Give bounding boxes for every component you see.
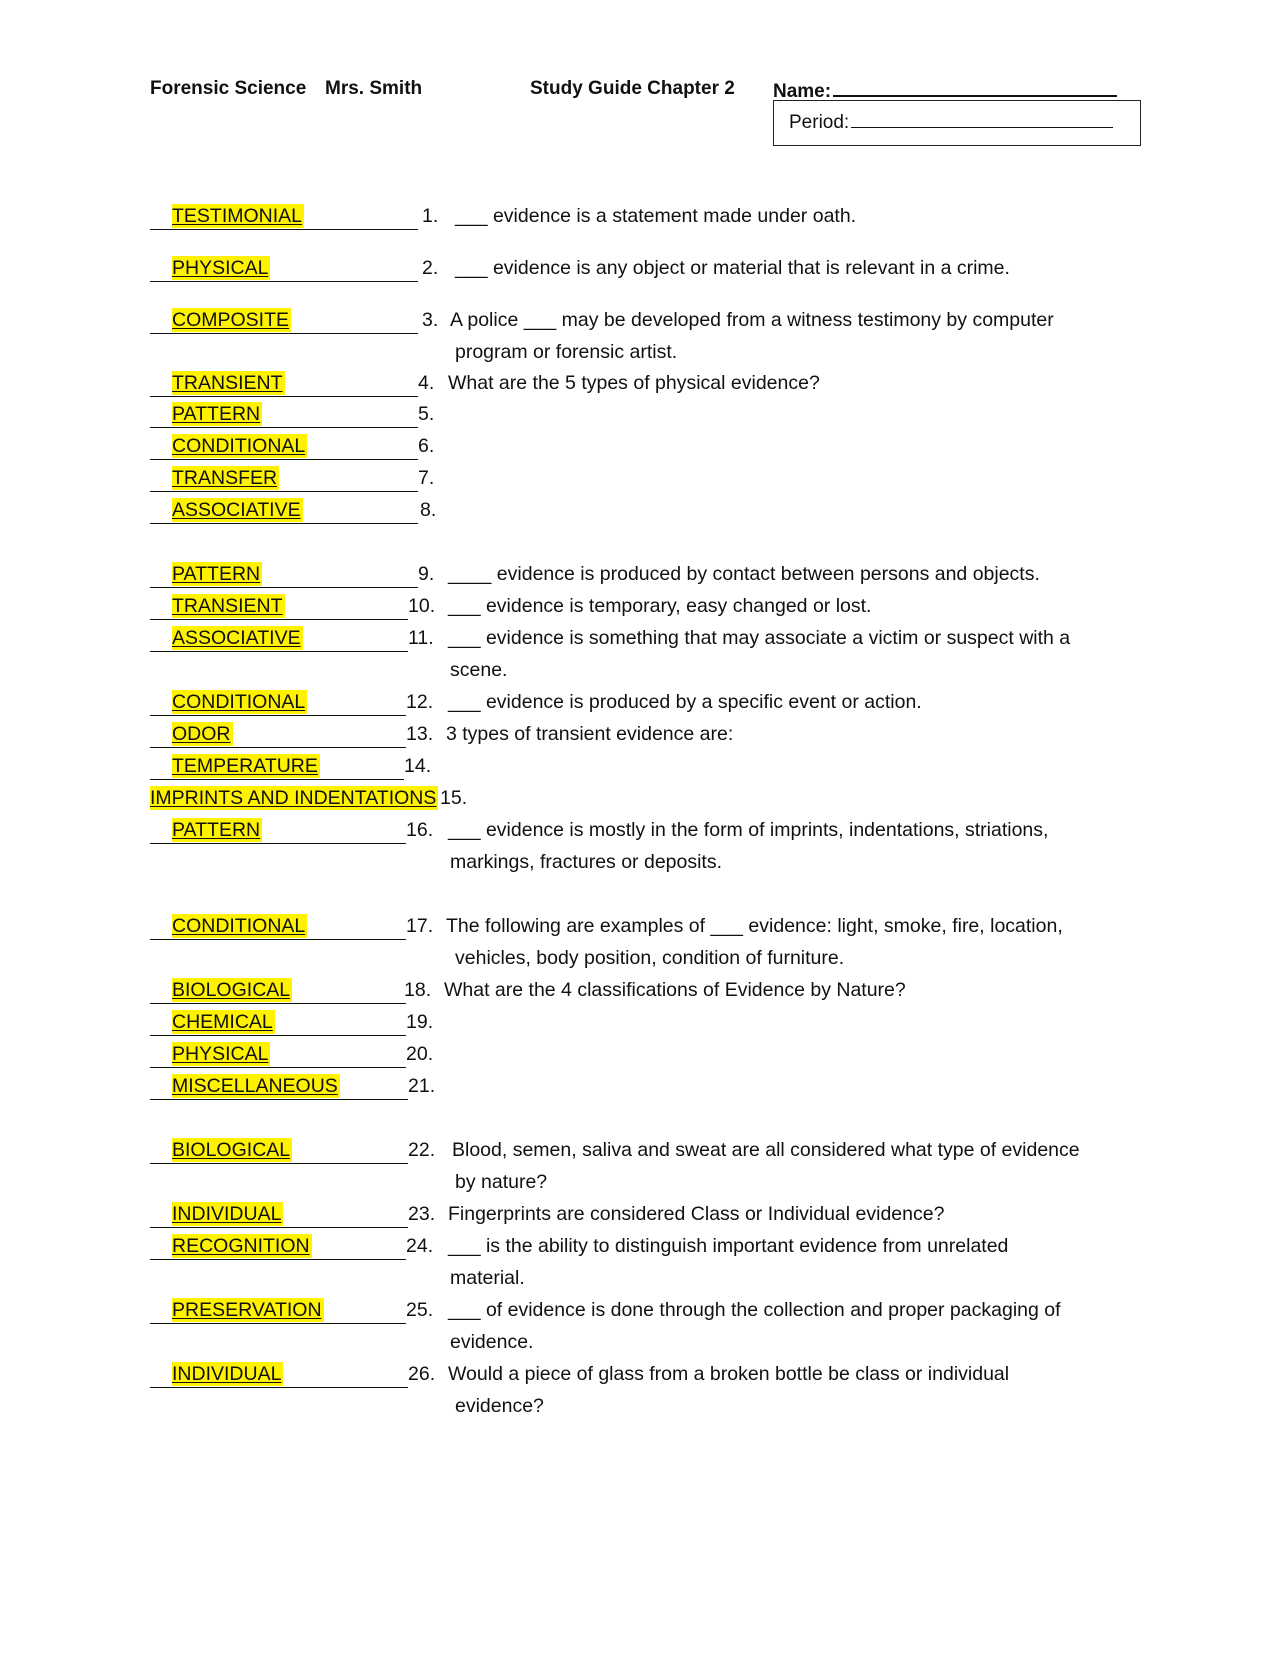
question-row xyxy=(150,308,1150,363)
question-number: 20. xyxy=(406,1043,434,1065)
question-row xyxy=(150,1010,1150,1038)
question-number: 23. xyxy=(408,1203,436,1225)
question-text: The following are examples of ___ evidence: light, smoke, fire, location, xyxy=(446,915,1063,937)
question-number: 10. xyxy=(408,595,436,617)
answer-text: CONDITIONAL xyxy=(172,915,306,937)
question-row xyxy=(150,594,1150,622)
answer-text: MISCELLANEOUS xyxy=(172,1075,338,1097)
question-number: 13. xyxy=(406,723,434,745)
question-text: ___ evidence is any object or material that is relevant in a crime. xyxy=(455,257,1010,279)
question-row xyxy=(150,1042,1150,1070)
question-text: Blood, semen, saliva and sweat are all considered what type of evidence xyxy=(452,1139,1080,1161)
answer-text: CONDITIONAL xyxy=(172,435,306,457)
question-row xyxy=(150,466,1150,494)
question-number: 8. xyxy=(420,499,437,521)
question-text: A police ___ may be developed from a witness testimony by computer xyxy=(450,309,1054,331)
question-number: 1. xyxy=(422,205,439,227)
question-row xyxy=(150,818,1150,873)
answer-text: PATTERN xyxy=(172,563,261,585)
question-text: Fingerprints are considered Class or Individual evidence? xyxy=(448,1203,945,1225)
answer-text: PHYSICAL xyxy=(172,1043,269,1065)
question-text-continued: evidence? xyxy=(455,1395,544,1417)
answer-text: INDIVIDUAL xyxy=(172,1363,282,1385)
question-number: 4. xyxy=(418,372,435,394)
question-row xyxy=(150,1074,1150,1102)
question-number: 25. xyxy=(406,1299,434,1321)
period-label: Period: xyxy=(789,112,850,133)
teacher-name: Mrs. Smith xyxy=(325,78,423,99)
question-number: 15. xyxy=(440,787,468,809)
answer-text: IMPRINTS AND INDENTATIONS xyxy=(150,787,437,809)
question-text: What are the 5 types of physical evidence? xyxy=(448,372,820,394)
answer-text: BIOLOGICAL xyxy=(172,979,291,1001)
answer-text: PATTERN xyxy=(172,403,261,425)
answer-text: TEMPERATURE xyxy=(172,755,318,777)
course-title: Forensic Science xyxy=(150,78,307,99)
question-text: ___ evidence is something that may associate a victim or suspect with a xyxy=(448,627,1071,649)
question-row xyxy=(150,914,1150,969)
question-number: 21. xyxy=(408,1075,436,1097)
question-row xyxy=(150,1138,1150,1193)
question-text: ____ evidence is produced by contact between persons and objects. xyxy=(448,563,1040,585)
name-blank[interactable] xyxy=(833,77,1117,97)
question-text: Would a piece of glass from a broken bottle be class or individual xyxy=(448,1363,1010,1385)
guide-title: Study Guide Chapter 2 xyxy=(530,78,735,99)
answer-text: COMPOSITE xyxy=(172,309,290,331)
question-text-continued: vehicles, body position, condition of furniture. xyxy=(455,947,845,969)
question-row xyxy=(150,402,1150,430)
answer-text: TRANSIENT xyxy=(172,372,283,394)
question-number: 14. xyxy=(404,755,432,777)
name-label: Name: xyxy=(773,81,832,102)
question-row xyxy=(150,256,1150,284)
question-number: 11. xyxy=(408,627,434,649)
question-row xyxy=(150,786,1150,814)
answer-text: INDIVIDUAL xyxy=(172,1203,282,1225)
answer-text: RECOGNITION xyxy=(172,1235,310,1257)
question-text: What are the 4 classifications of Evidence by Nature? xyxy=(444,979,906,1001)
question-number: 24. xyxy=(406,1235,434,1257)
question-number: 17. xyxy=(406,915,434,937)
question-text-continued: material. xyxy=(450,1267,525,1289)
question-number: 12. xyxy=(406,691,434,713)
question-row xyxy=(150,371,1150,399)
answer-text: PATTERN xyxy=(172,819,261,841)
question-number: 16. xyxy=(406,819,434,841)
question-text: 3 types of transient evidence are: xyxy=(446,723,734,745)
question-text: ___ evidence is produced by a specific event or action. xyxy=(448,691,922,713)
question-number: 22. xyxy=(408,1139,436,1161)
question-row xyxy=(150,434,1150,462)
question-row xyxy=(150,1234,1150,1289)
question-text: ___ of evidence is done through the collection and proper packaging of xyxy=(448,1299,1061,1321)
answer-text: CHEMICAL xyxy=(172,1011,273,1033)
question-number: 19. xyxy=(406,1011,434,1033)
question-row xyxy=(150,722,1150,750)
question-row xyxy=(150,498,1150,526)
answer-text: CONDITIONAL xyxy=(172,691,306,713)
question-text-continued: evidence. xyxy=(450,1331,534,1353)
answer-text: ODOR xyxy=(172,723,231,745)
question-text: ___ evidence is temporary, easy changed or lost. xyxy=(448,595,872,617)
question-row xyxy=(150,1202,1150,1230)
question-text-continued: by nature? xyxy=(455,1171,548,1193)
question-number: 18. xyxy=(404,979,432,1001)
question-number: 9. xyxy=(418,563,435,585)
question-text: ___ evidence is a statement made under oath. xyxy=(455,205,857,227)
question-row xyxy=(150,1362,1150,1417)
answer-text: TRANSIENT xyxy=(172,595,283,617)
question-number: 26. xyxy=(408,1363,436,1385)
question-text: ___ evidence is mostly in the form of imprints, indentations, striations, xyxy=(448,819,1049,841)
question-row xyxy=(150,690,1150,718)
answer-text: PRESERVATION xyxy=(172,1299,322,1321)
question-text-continued: scene. xyxy=(450,659,508,681)
question-number: 5. xyxy=(418,403,435,425)
answer-text: TRANSFER xyxy=(172,467,278,489)
answer-text: BIOLOGICAL xyxy=(172,1139,291,1161)
question-text-continued: program or forensic artist. xyxy=(455,341,678,363)
question-text-continued: markings, fractures or deposits. xyxy=(450,851,723,873)
question-number: 3. xyxy=(422,309,439,331)
question-number: 7. xyxy=(418,467,435,489)
question-text: ___ is the ability to distinguish important evidence from unrelated xyxy=(448,1235,1009,1257)
question-row xyxy=(150,1298,1150,1353)
answer-text: ASSOCIATIVE xyxy=(172,627,301,649)
period-blank[interactable] xyxy=(851,113,1113,128)
answer-text: ASSOCIATIVE xyxy=(172,499,301,521)
question-row xyxy=(150,562,1150,590)
period-box[interactable] xyxy=(773,100,1141,146)
question-row xyxy=(150,204,1150,232)
question-number: 2. xyxy=(422,257,439,279)
question-row xyxy=(150,754,1150,782)
answer-text: TESTIMONIAL xyxy=(172,205,303,227)
question-number: 6. xyxy=(418,435,435,457)
question-row xyxy=(150,978,1150,1006)
answer-text: PHYSICAL xyxy=(172,257,269,279)
question-row xyxy=(150,626,1150,681)
